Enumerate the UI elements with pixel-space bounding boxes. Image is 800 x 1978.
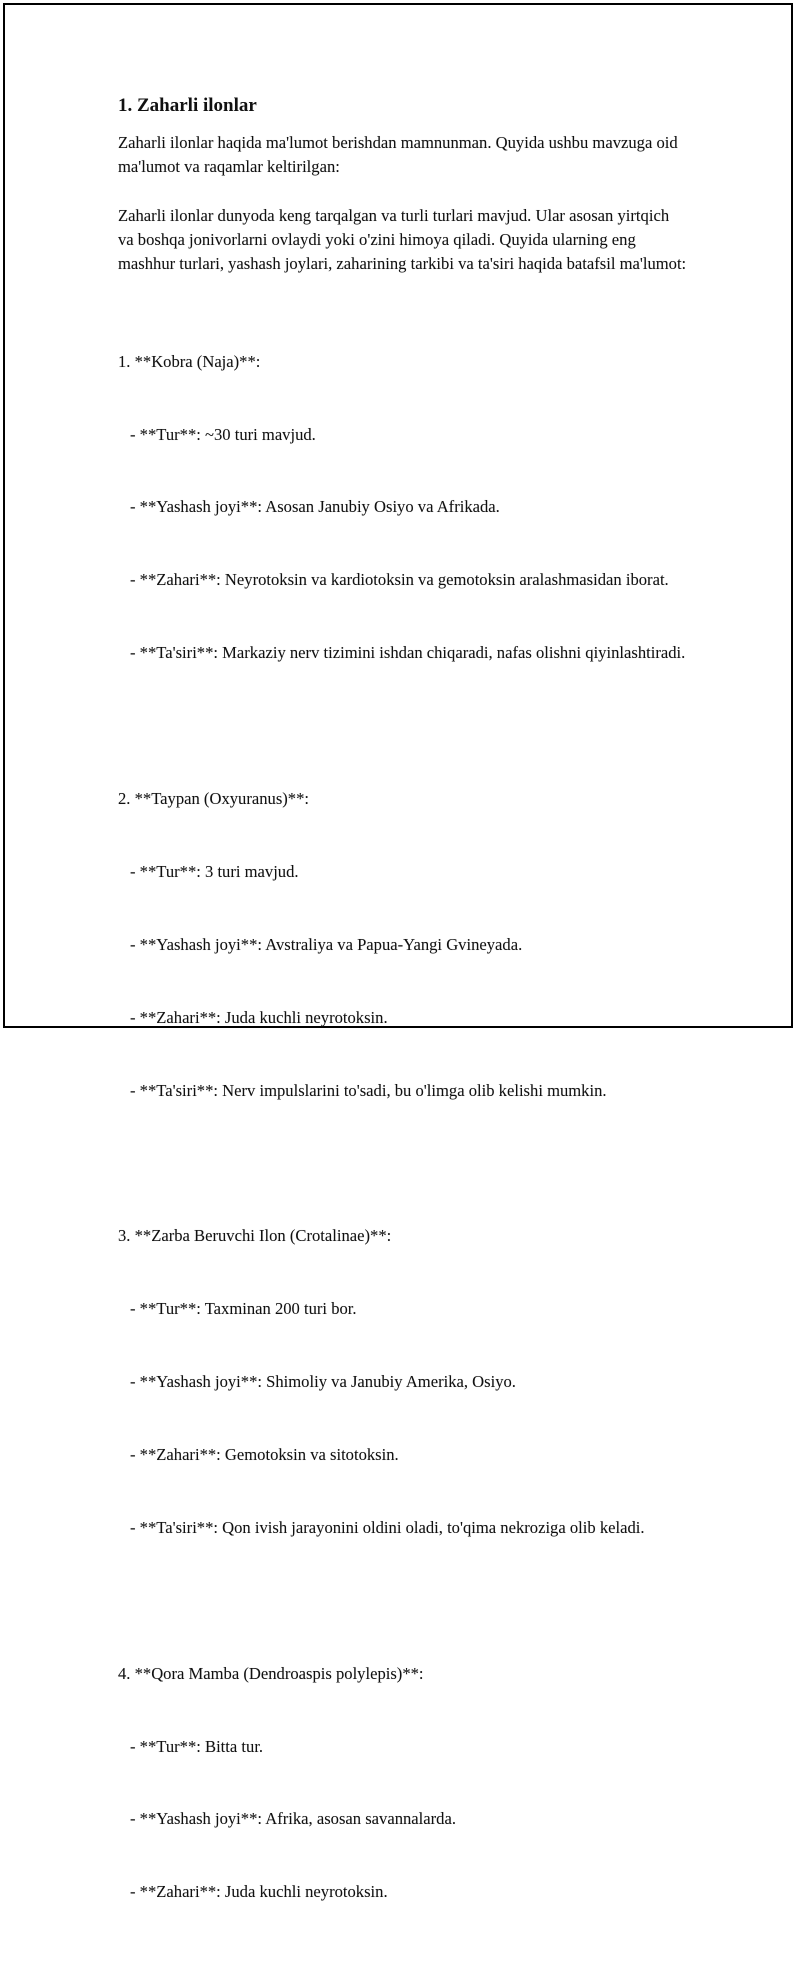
section-line: - **Zahari**: Juda kuchli neyrotoksin. <box>130 1882 388 1902</box>
section-qora-mamba <box>118 1613 688 1953</box>
section-heading: 1. **Kobra (Naja)**: <box>118 351 261 371</box>
section-line: - **Zahari**: Juda kuchli neyrotoksin. <box>130 1007 388 1027</box>
section-line: - **Zahari**: Gemotoksin va sitotoksin. <box>130 1445 399 1465</box>
overview-paragraph: Zaharli ilonlar dunyoda keng tarqalgan va turli turlari mavjud. Ular asosan yirtqich va boshqa jonivorlarni ovlaydi yoki o'zini himoya qiladi. Quyida ularning eng mashhur turlari, yashash joylari, zaharining tarkibi va ta'siri haqida batafsil ma'lumot: <box>118 205 687 274</box>
section-line: - **Tur**: 3 turi mavjud. <box>130 861 299 881</box>
section-line: - **Yashash joyi**: Avstraliya va Papua-Yangi Gvineyada. <box>130 934 523 954</box>
section-line: - **Tur**: ~30 turi mavjud. <box>130 424 316 444</box>
section-line: - **Yashash joyi**: Afrika, asosan savannalarda. <box>130 1809 456 1829</box>
section-line: - **Yashash joyi**: Asosan Janubiy Osiyo va Afrikada. <box>130 497 500 517</box>
section-line: - **Ta'siri**: Nerv impulslarini to'sadi, bu o'limga olib kelishi mumkin. <box>130 1080 607 1100</box>
section-line: - **Yashash joyi**: Shimoliy va Janubiy Amerika, Osiyo. <box>130 1372 516 1392</box>
section-heading: 4. **Qora Mamba (Dendroaspis polylepis)**: <box>118 1663 424 1683</box>
section-line: - **Zahari**: Neyrotoksin va kardiotoksin va gemotoksin aralashmasidan iborat. <box>130 570 669 590</box>
section-line: - **Ta'siri**: Qon ivish jarayonini oldini oladi, to'qima nekroziga olib keladi. <box>130 1517 645 1537</box>
section-taypan <box>118 738 688 1151</box>
section-zarba-beruvchi-ilon <box>118 1176 688 1589</box>
section-line: - **Tur**: Taxminan 200 turi bor. <box>130 1299 357 1319</box>
section-kobra <box>118 301 688 714</box>
section-line: - **Ta'siri**: Markaziy nerv tizimini ishdan chiqaradi, nafas olishni qiyinlashtiradi. <box>130 643 686 663</box>
document-title: 1. Zaharli ilonlar <box>118 95 257 116</box>
intro-paragraph: Zaharli ilonlar haqida ma'lumot berishdan mamnunman. Quyida ushbu mavzuga oid ma'lumot va raqamlar keltirilgan: <box>118 133 682 177</box>
section-line: - **Tur**: Bitta tur. <box>130 1736 264 1756</box>
section-heading: 3. **Zarba Beruvchi Ilon (Crotalinae)**: <box>118 1226 392 1246</box>
section-heading: 2. **Taypan (Oxyuranus)**: <box>118 789 310 809</box>
